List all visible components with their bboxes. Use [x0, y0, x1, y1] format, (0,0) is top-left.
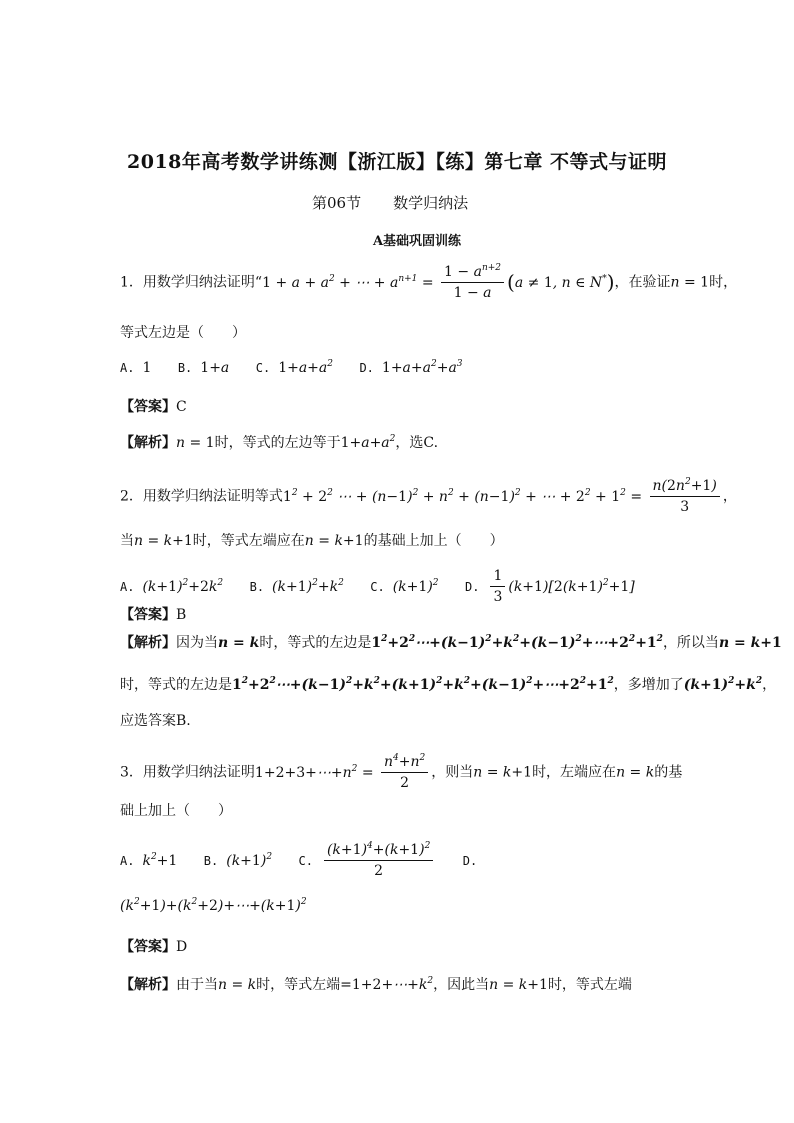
q2-analysis-line3: 应选答案B.: [120, 713, 191, 729]
q3-lead: 用数学归纳法证明: [142, 764, 255, 781]
q1-verify-end: 时，: [709, 274, 738, 291]
q3-analysis-label: 【解析】: [120, 977, 176, 993]
section-number: 第06节: [312, 194, 362, 212]
q3-answer: [120, 936, 187, 956]
q3-stem-line2: 础上加上（ ）: [120, 803, 232, 819]
q3-option-c: C. $\frac{(k+1)^4+(k+1)^2}{2}$: [299, 840, 437, 881]
q3-option-b: B. $(k+1)^2$: [203, 851, 273, 869]
section-subtitle: [312, 192, 468, 213]
q1-analysis-mid: 时，等式的左边等于: [214, 435, 341, 451]
q2-line3-a: 时，等式的左边是: [120, 677, 232, 693]
q2-analysis: 【解析】因为当n = k时，等式的左边是$1^2+2^2\cdots+(k-1)^2+k^2+(k-1)^2+\cdots+2^2+1^2$，所以当n = k+1: [120, 634, 782, 651]
q2-lead: 用数学归纳法证明等式: [142, 488, 283, 505]
q3-answer-label: 【答案】: [120, 939, 176, 955]
q2-line2-b: 时，等式左端应在: [192, 533, 305, 549]
document-title: 2018年高考数学讲练测【浙江版】【练】第七章 不等式与证明: [127, 151, 667, 173]
q2-options: [120, 566, 657, 607]
q1-stem: [120, 262, 737, 303]
q2-line2-c: 的基础上加上（ ）: [363, 533, 504, 549]
section-heading: A基础巩固训练: [372, 234, 462, 249]
q3-answer-value: D: [176, 939, 188, 955]
q1-analysis-end: ，选C.: [395, 435, 439, 451]
q1-answer-value: C: [176, 399, 187, 415]
q2-analysis-c: ，所以当: [662, 635, 719, 651]
section-topic: 数学归纳法: [393, 194, 469, 212]
q2-stem: 2．用数学归纳法证明等式$1^2 + 2^2$ ⋯ + $(n-1)^2 + n^2 + (n-1)^2$ + ⋯ + $2^2 + 1^2$ = $\frac{n(2n^2+1)}{3}$ ，: [120, 477, 737, 515]
q3-mid: ，则当: [431, 764, 474, 781]
q3-options: [120, 840, 507, 881]
q2-option-c: C. $(k+1)^2$: [370, 577, 439, 595]
q2-analysis-a: 因为当: [176, 635, 218, 651]
q2-analysis-b: 时，等式的左边是: [259, 635, 372, 651]
q1-options: [120, 360, 485, 376]
q1-lead: 用数学归纳法证明“: [142, 274, 263, 291]
q1-option-c: C. $1+a+a^2$: [255, 359, 333, 376]
q2-formula: $1^2 + 2^2$ ⋯ + $(n-1)^2 + n^2 + (n-1)^2$ + ⋯ + $2^2 + 1^2$ = $\frac{n(2n^2+1)}{3}$: [283, 489, 723, 505]
q1-option-d: D. $1+a+a^2+a^3$: [359, 359, 463, 376]
q2-number: 2．: [120, 488, 143, 505]
q1-answer: [120, 396, 187, 416]
q2-option-d: D. $\frac{1}{3}$ $(k+1)[2(k+1)^2+1]$: [464, 568, 635, 605]
q2-analysis-line2: 时，等式的左边是$1^2+2^2\cdots+(k-1)^2+k^2+(k+1)^2+k^2+(k-1)^2+\cdots+2^2+1^2$，多增加了$(k+1)^2+k^2$，: [120, 676, 777, 693]
q2-stem-line2: 当n = k+1时，等式左端应在n = k+1的基础上加上（ ）: [120, 533, 504, 549]
q3-option-d-content: $(k^2+1)+(k^2+2)+\cdots+(k+1)^2$: [120, 897, 307, 914]
q3-number: 3．: [120, 764, 143, 781]
q1-stem-line2: 等式左边是（ ）: [120, 325, 246, 341]
q3-formula: $1+2+3+\cdots+n^2$ = $\frac{n^4+n^2}{2}$: [255, 765, 431, 781]
q3-analysis-c: ，因此当: [433, 977, 490, 993]
q1-option-b: B. 1+a: [177, 360, 230, 376]
q2-option-b: B. $(k+1)^2+k^2$: [249, 577, 344, 595]
q1-verify: ，在验证: [614, 274, 671, 291]
q3-analysis-a: 由于当: [176, 977, 218, 993]
q2-answer: [120, 604, 186, 624]
q1-analysis-label: 【解析】: [120, 435, 176, 451]
q3-mid2: 时，左端应在: [532, 764, 617, 781]
q1-formula: $1 + a + a^2$ + ⋯ + $a^{n+1}$ = $\frac{1 - a^{n+2}}{1 - a}$ (a ≠ 1, n ∈ N*): [262, 263, 615, 301]
q3-option-d: D.: [462, 853, 478, 868]
q2-analysis-label: 【解析】: [120, 635, 176, 651]
q1-answer-label: 【答案】: [120, 399, 176, 415]
q1-option-a: A. 1: [120, 360, 152, 376]
q2-option-a: A. $(k+1)^2+2k^2$: [120, 577, 224, 595]
q1-number: 1．: [120, 274, 143, 291]
q3-analysis-b: 时，等式左端: [256, 977, 341, 993]
q1-analysis: 【解析】n = 1时，等式的左边等于$1+a+a^2$，选C.: [120, 434, 439, 451]
q1-verify-cond: n = 1: [670, 274, 710, 291]
q2-answer-label: 【答案】: [120, 607, 176, 623]
q3-option-a: A. $k^2+1$: [120, 851, 178, 869]
q3-analysis: 【解析】由于当n = k时，等式左端$=1+2+\cdots+k^2$，因此当n = k+1时，等式左端: [120, 976, 632, 993]
q2-line3-b: ，多增加了: [613, 677, 684, 693]
q2-line2-a: 当: [120, 533, 134, 549]
q3-analysis-d: 时，等式左端: [547, 977, 632, 993]
q3-end: 的基: [654, 764, 683, 781]
q3-stem: 3．用数学归纳法证明$1+2+3+\cdots+n^2$ = $\frac{n^4+n^2}{2}$ ，则当n = k+1时，左端应在n = k的基: [120, 753, 683, 791]
q2-answer-value: B: [176, 607, 187, 623]
